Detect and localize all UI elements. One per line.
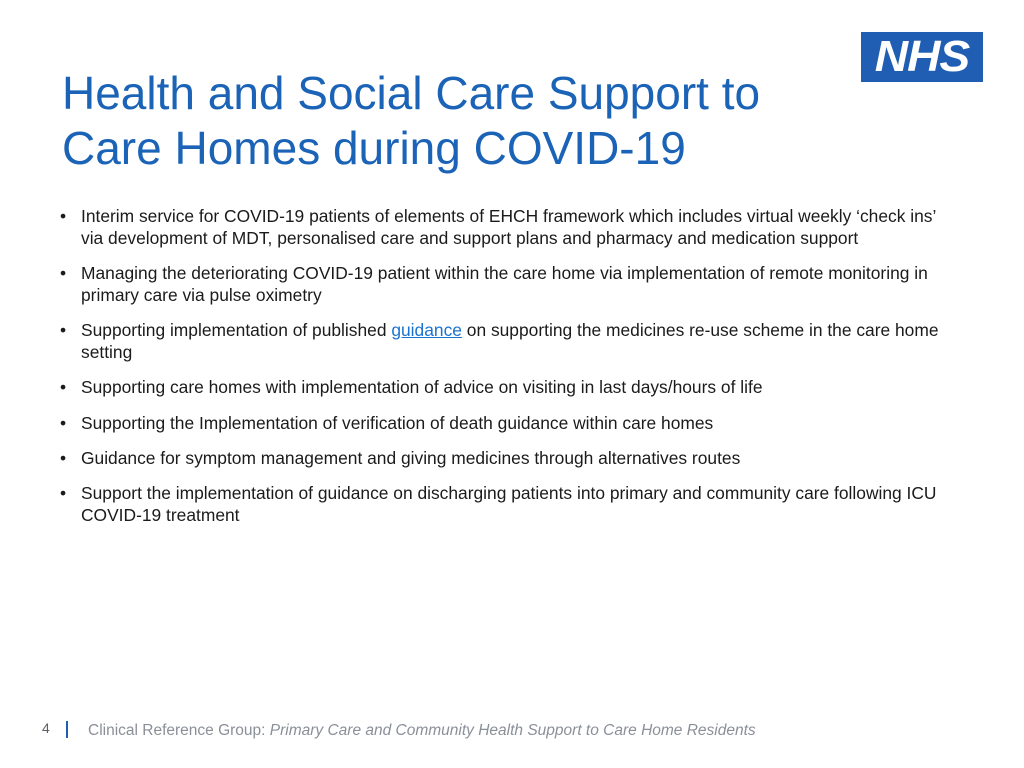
bullet-item: [60, 263, 940, 307]
nhs-logo-text: NHS: [874, 32, 970, 81]
bullet-item: [60, 448, 940, 470]
bullet-icon: •: [60, 263, 67, 284]
title-line-1: Health and Social Care Support to: [62, 67, 761, 119]
footer-divider: [66, 721, 68, 738]
bullet-text-after-link: on supporting the medicines re-use scheme in the care home setting: [81, 320, 939, 362]
nhs-logo: [861, 32, 983, 82]
bullet-text: Supporting care homes with implementation of advice on visiting in last days/hours of life: [81, 377, 763, 398]
bullet-icon: •: [60, 447, 67, 468]
bullet-item: [60, 413, 940, 435]
bullet-icon: •: [60, 412, 67, 433]
bullet-icon: •: [60, 320, 67, 341]
bullet-text: Managing the deteriorating COVID-19 patient within the care home via implementation of remote monitoring in primary care via pulse oximetry: [81, 263, 928, 305]
bullet-icon: •: [60, 377, 67, 398]
page-number: 4: [42, 720, 50, 736]
title-line-2: Care Homes during COVID-19: [62, 122, 686, 174]
bullet-text-before-link: Supporting implementation of published: [81, 320, 392, 341]
bullet-text: Supporting the Implementation of verification of death guidance within care homes: [81, 412, 714, 433]
footer-label: Clinical Reference Group:: [88, 722, 270, 739]
footer: [42, 721, 1002, 743]
footer-subject: Primary Care and Community Health Support to Care Home Residents: [269, 722, 756, 739]
bullet-text: Support the implementation of guidance on discharging patients into primary and community care following ICU COVID-19 treatment: [81, 483, 937, 525]
bullet-item: [60, 377, 940, 399]
page-title: [62, 66, 852, 176]
guidance-link[interactable]: guidance: [391, 320, 462, 341]
bullet-icon: •: [60, 206, 67, 226]
bullet-list: [60, 206, 940, 540]
bullet-item: [60, 320, 940, 364]
bullet-item: [60, 483, 940, 527]
bullet-item: [60, 206, 940, 250]
bullet-text: Guidance for symptom management and giving medicines through alternatives routes: [81, 447, 741, 468]
bullet-text: Interim service for COVID-19 patients of elements of EHCH framework which includes virtual weekly ‘check ins’ via development of MDT, personalised care and support plans and pharmacy and medication support: [81, 206, 936, 248]
footer-caption: [88, 721, 756, 741]
bullet-icon: •: [60, 483, 67, 504]
